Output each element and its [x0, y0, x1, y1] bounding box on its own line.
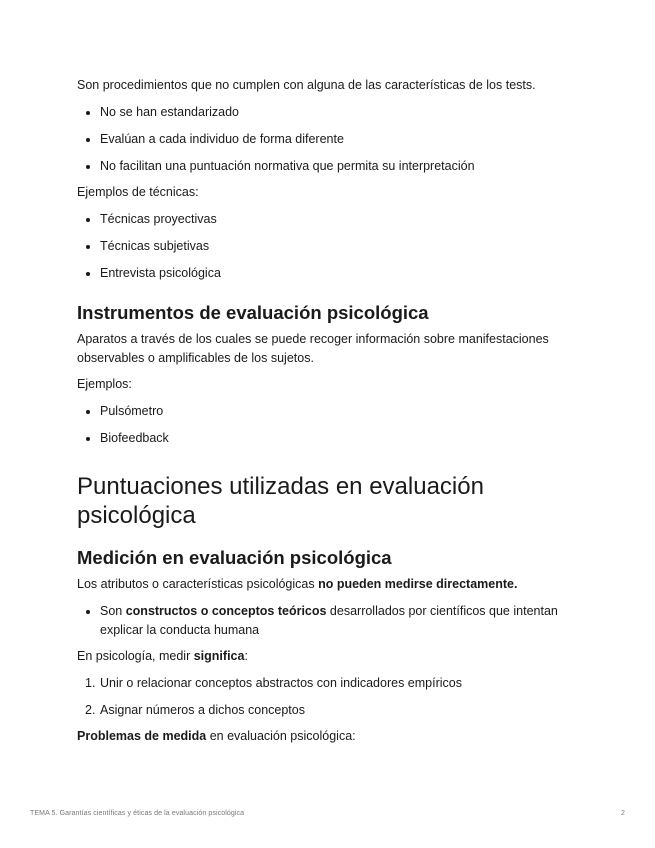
- examples-label: Ejemplos:: [77, 377, 132, 391]
- list-item: Evalúan a cada individuo de forma diferente: [77, 130, 577, 149]
- list-item: Pulsómetro: [77, 402, 577, 421]
- list-item: 1. Unir o relacionar conceptos abstractos con indicadores empíricos: [85, 676, 462, 690]
- list-item: Entrevista psicológica: [77, 264, 577, 283]
- measure-meaning-paragraph: En psicología, medir significa:: [77, 649, 248, 663]
- page-number: 2: [621, 810, 625, 817]
- characteristics-list: [77, 103, 577, 176]
- techniques-list: [77, 210, 577, 283]
- instruments-paragraph: Aparatos a través de los cuales se puede recoger información sobre manifestaciones observables o amplificables de los sujetos.: [77, 332, 549, 365]
- examples-label: Ejemplos de técnicas:: [77, 185, 199, 199]
- measurement-problems-paragraph: Problemas de medida en evaluación psicológica:: [77, 729, 356, 743]
- list-item: No se han estandarizado: [77, 103, 577, 122]
- list-item: Son constructos o conceptos teóricos desarrollados por científicos que intentan explicar la conducta humana: [77, 602, 577, 640]
- section-heading-scores: Puntuaciones utilizadas en evaluación psicológica: [77, 473, 484, 529]
- instruments-list: [77, 402, 577, 448]
- constructs-list: [77, 602, 577, 640]
- list-item: 2. Asignar números a dichos conceptos: [85, 703, 305, 717]
- page-footer: TEMA 5. Garantías científicas y éticas de la evaluación psicológica: [30, 810, 245, 817]
- measurement-paragraph: Los atributos o características psicológicas no pueden medirse directamente.: [77, 577, 518, 591]
- list-item: No facilitan una puntuación normativa que permita su interpretación: [77, 157, 577, 176]
- section-heading-measurement: Medición en evaluación psicológica: [77, 547, 392, 568]
- list-item: Biofeedback: [77, 429, 577, 448]
- intro-paragraph: Son procedimientos que no cumplen con alguna de las características de los tests.: [77, 78, 536, 92]
- list-item: Técnicas subjetivas: [77, 237, 577, 256]
- document-page: [77, 76, 577, 746]
- measure-steps-list: [77, 674, 577, 720]
- section-heading-instruments: Instrumentos de evaluación psicológica: [77, 302, 429, 323]
- list-item: Técnicas proyectivas: [77, 210, 577, 229]
